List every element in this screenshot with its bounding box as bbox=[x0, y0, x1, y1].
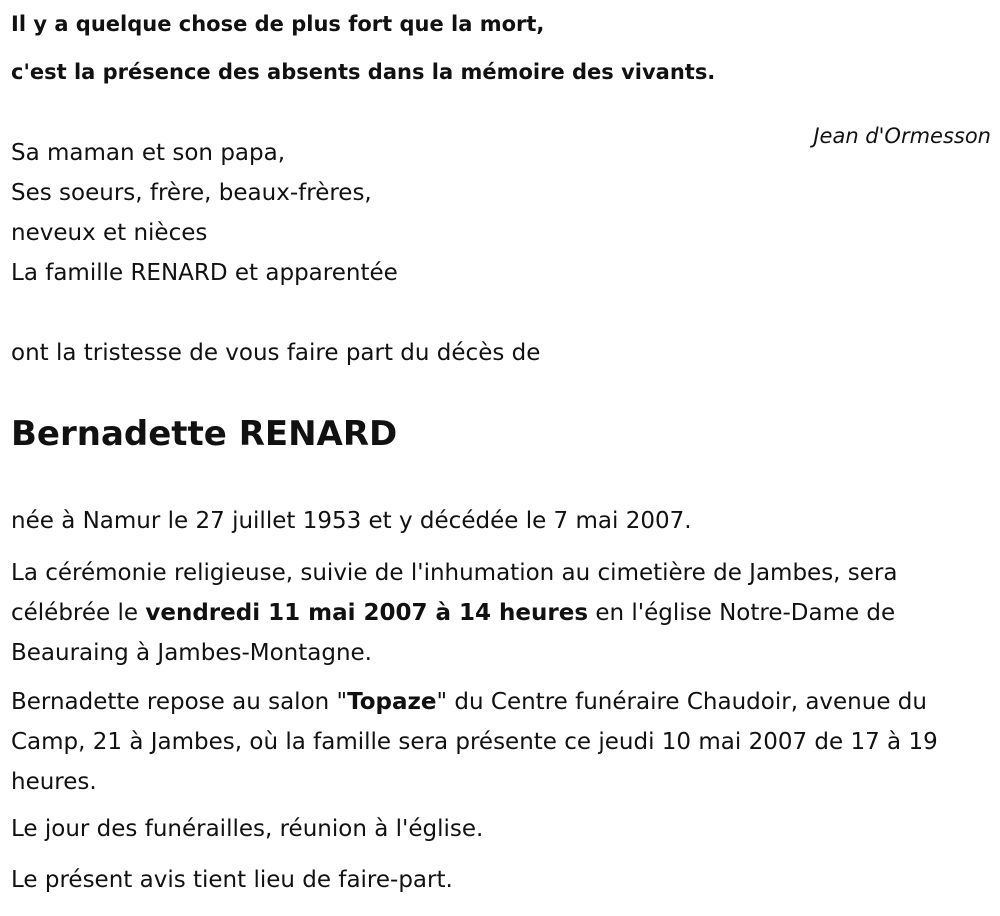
quote-author: Jean d'Ormesson bbox=[813, 124, 991, 148]
visitation-text-2: " du Centre funéraire Chaudoir, avenue du Camp, 21 à Jambes, où la famille sera présente ce jeudi 10 mai 2007 de 17 à 19 heures. bbox=[11, 689, 938, 795]
family-line-4: La famille RENARD et apparentée bbox=[11, 260, 398, 286]
visitation-text-1: Bernadette repose au salon " bbox=[11, 689, 348, 715]
ceremony-date: vendredi 11 mai 2007 à 14 heures bbox=[145, 600, 589, 626]
family-line-3: neveux et nièces bbox=[11, 220, 208, 246]
ceremony-paragraph bbox=[11, 553, 991, 673]
quote-line-1: Il y a quelque chose de plus fort que la mort, bbox=[11, 12, 545, 36]
notice-text: Le présent avis tient lieu de faire-part. bbox=[11, 867, 453, 893]
ceremony-text-2: en l'église Notre-Dame de Beauraing à Jambes-Montagne. bbox=[11, 600, 896, 666]
family-line-2: Ses soeurs, frère, beaux-frères, bbox=[11, 180, 372, 206]
quote-line-2: c'est la présence des absents dans la mémoire des vivants. bbox=[11, 60, 716, 84]
birth-death-text: née à Namur le 27 juillet 1953 et y décédée le 7 mai 2007. bbox=[11, 508, 692, 534]
ceremony-text-1: La cérémonie religieuse, suivie de l'inhumation au cimetière de Jambes, sera célébrée le bbox=[11, 560, 898, 626]
announcement-text: ont la tristesse de vous faire part du décès de bbox=[11, 340, 541, 366]
family-line-1: Sa maman et son papa, bbox=[11, 140, 286, 166]
salon-name: Topaze bbox=[347, 689, 437, 715]
deceased-name: Bernadette RENARD bbox=[11, 414, 398, 454]
funeral-day-text: Le jour des funérailles, réunion à l'église. bbox=[11, 816, 484, 842]
visitation-paragraph bbox=[11, 682, 991, 802]
